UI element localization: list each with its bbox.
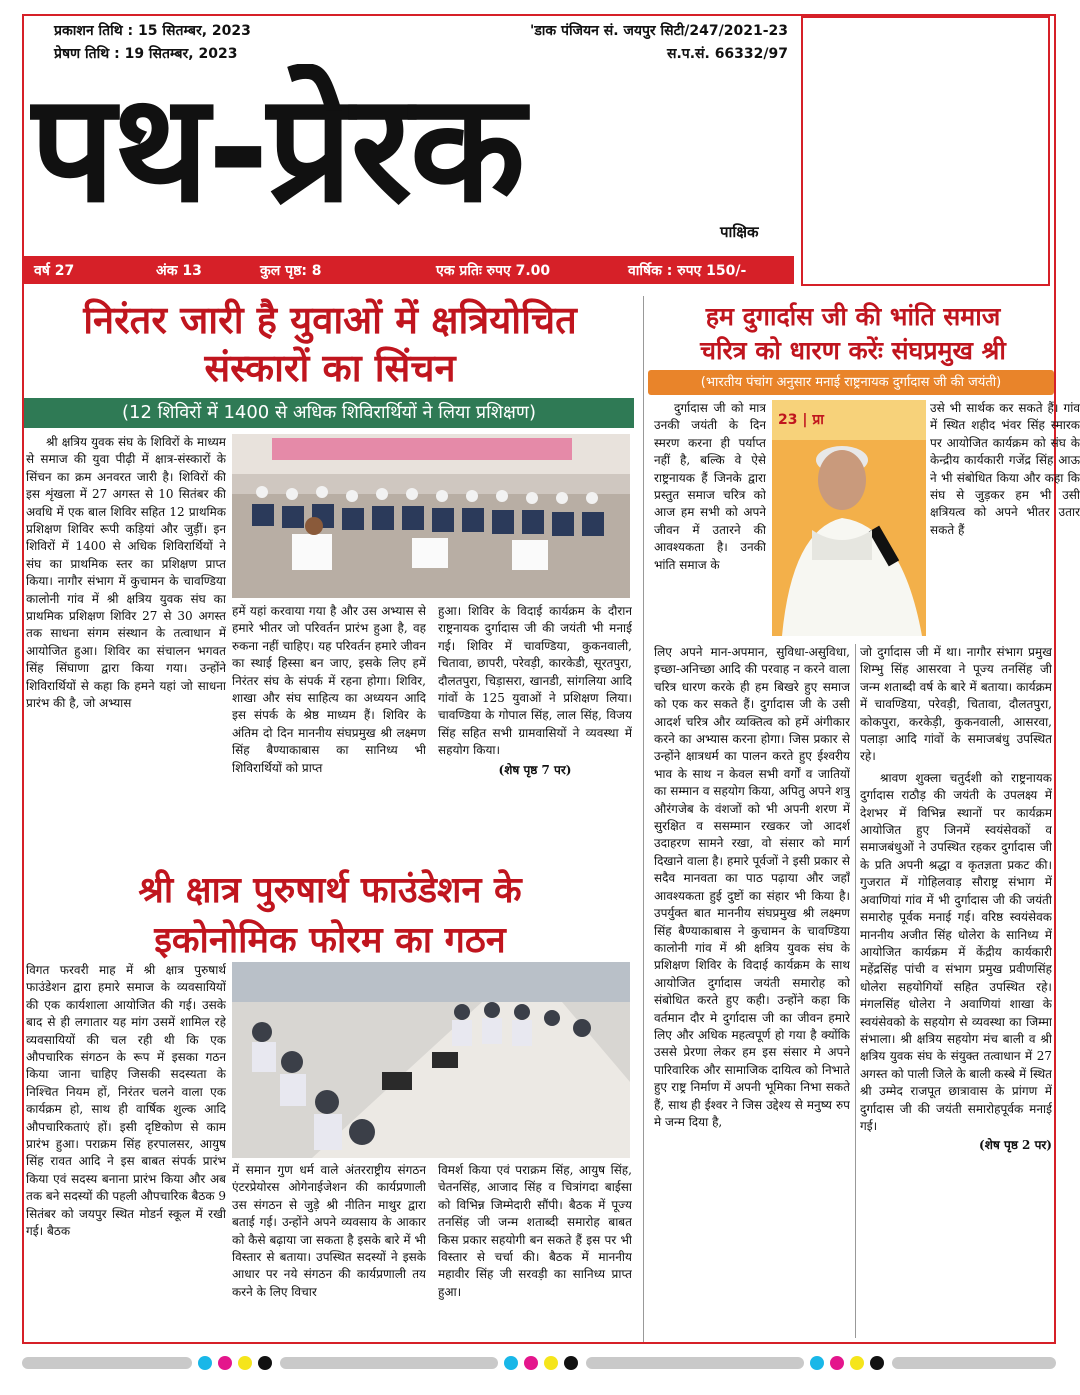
copy-price: एक प्रतिः रुपए 7.00 <box>436 263 551 279</box>
column-divider <box>855 644 856 1338</box>
year-label: वर्ष 27 <box>34 263 75 279</box>
footer-bar <box>280 1357 498 1369</box>
postal-registration: 'डाक पंजियन सं. जयपुर सिटी/247/2021-23 <box>530 23 788 39</box>
pages-label: कुल पृष्ठ: 8 <box>260 263 322 279</box>
sps-number: स.प.सं. 66332/97 <box>666 46 788 62</box>
registration-dot-magenta <box>218 1356 232 1370</box>
registration-dot-black <box>564 1356 578 1370</box>
article2-column-1: विगत फरवरी माह में श्री क्षात्र पुरुषार्थ फाउंडेशन द्वारा हमारे समाज के व्यवसायियों की एक कार्यशाला आयोजित की गई। उसके बाद से ही लगातार यह मांग उसमें शामिल रहे व्यवसायियों की चल रही थी कि एक औपचारिक संगठन के रूप में इसका गठन किया जाना चाहिए जिसकी सदस्यता के निश्चित नियम हों, निरंतर चलने वाला एक कार्यक्रम हो, साथ ही वार्षिक शुल्क आदि औपचारिकताएं हों। इसी दृष्टिकोण से काम प्रारंभ हुआ। पराक्रम सिंह हरपालसर, आयुष सिंह रावत आदि ने इस बाबत संपर्क प्रारंभ किया एवं सदस्य बनाना प्रारंभ किया और अब तक बने सदस्यों की पहली औपचारिक बैठक 9 सितंबर को जयपुर स्थित मोडर्न स्कूल में रखी गई। बैठक <box>26 963 226 1239</box>
registration-dot-black <box>870 1356 884 1370</box>
article3-continued: (शेष पृष्ठ 2 पर) <box>979 1138 1052 1153</box>
article1-deck: (12 शिविरों में 1400 से अधिक शिविरार्थियों ने लिया प्रशिक्षण) <box>24 398 634 428</box>
annual-price: वार्षिक : रुपए 150/- <box>628 263 747 279</box>
issue-info-bar <box>24 256 794 284</box>
frequency-label: पाक्षिक <box>720 223 759 241</box>
article1-column-1: श्री क्षत्रिय युवक संघ के शिविरों के माध्यम से समाज की युवा पीढ़ी में क्षात्र-संस्कारों के सिंचन का क्रम अनवरत जारी है। शिविरों की इस शृंखला में 27 अगस्त से 10 सितंबर की अवधि में एक बाल शिविर सहित 12 प्राथमिक प्रशिक्षण शिविर रूपी कड़ियां और जुड़ीं। इन शिविरों में 1400 से अधिक शिविरार्थियों ने संघ का प्राथमिक स्तर का प्रशिक्षण प्राप्त किया। नागौर संभाग में कुचामन के चावण्डिया कालोनी गांव में श्री क्षत्रिय युवक संघ का प्राथमिक प्रशिक्षण शिविर 27 से 30 अगस्त तक साधना संगम संस्थान के तत्वाधान में आयोजित हुआ। शिविर का संचालन भगवत सिंह सिंघाणा द्वारा किया गया। उन्होंने शिविरार्थियों से कहा कि हमने यहां जो साधना प्रारंभ की है, जो अभ्यास <box>26 435 226 711</box>
registration-dot-cyan <box>810 1356 824 1370</box>
camp-photo <box>232 434 630 598</box>
registration-dot-yellow <box>238 1356 252 1370</box>
registration-dot-yellow <box>544 1356 558 1370</box>
footer-bar <box>586 1357 804 1369</box>
registration-dot-cyan <box>504 1356 518 1370</box>
footer-bar <box>22 1357 192 1369</box>
article2-headline: श्री क्षात्र पुरुषार्थ फाउंडेशन के इकोनोमिक फोरम का गठन <box>138 870 522 961</box>
issue-label: अंक 13 <box>156 263 202 279</box>
registration-dot-cyan <box>198 1356 212 1370</box>
column-divider <box>643 296 644 1342</box>
article3-column-2-top: उसे भी सार्थक कर सकते हैं। गांव में स्थित शहीद भंवर सिंह स्मारक पर आयोजित कार्यक्रम को संघ के केन्द्रीय कार्यकारी गजेंद्र सिंह आऊ ने भी संबोधित किया और कहा कि संघ से जुड़कर हम भी उसी क्षत्रियत्व को अपने भीतर उतार सकते हैं <box>930 401 1080 537</box>
article1-continued: (शेष पृष्ठ 7 पर) <box>498 762 572 777</box>
article3-column-1-top: दुर्गादास जी को मात्र उनकी जयंती के दिन स्मरण करना ही पर्याप्त नहीं है, बल्कि वे ऐसे राष्ट्रनायक हैं जिनके द्वारा प्रस्तुत समाज चरित्र को आज हम सभी को अपने जीवन में उतारने की आवश्यकता है। उनकी भांति समाज के <box>654 401 766 572</box>
publish-date: प्रकाशन तिथि : 15 सितम्बर, 2023 <box>54 23 251 39</box>
article1-column-2: हमें यहां करवाया गया है और उस अभ्यास से हमारे भीतर जो परिवर्तन प्रारंभ हुआ है, वह रुकना नहीं चाहिए। यह परिवर्तन हमारे जीवन का स्थाई हिस्सा बन जाए, इसके लिए हमें निरंतर संघ के संपर्क में रहना होगा। शिविर, शाखा और संघ साहित्य का अध्ययन आदि इस संपर्क के श्रेष्ठ माध्यम हैं। शिविर के अंतिम दो दिन माननीय संघप्रमुख श्री लक्ष्मण सिंह बैण्याकाबास का सानिध्य भी शिविरार्थियों को प्राप्त <box>232 604 426 775</box>
article3-column-2: जो दुर्गादास जी में था। नागौर संभाग प्रमुख शिम्भु सिंह आसरवा ने पूज्य तनसिंह जी जन्म शताब्दी वर्ष के बारे में बताया। कार्यक्रम में चावण्डिया, परेवड़ी, चितावा, दौलतपुरा, कोकपुरा, करकेड़ी, कुकनवाली, आसरवा, पलाड़ा आदि गांवों के समाजबंधु उपस्थित रहे। श्रावण शुक्ला चतुर्दशी को राष्ट्रनायक दुर्गादास राठौड़ की जयंती के उपलक्ष्य में देशभर में विभिन्न स्थानों पर कार्यक्रम आयोजित हुए जिनमें स्वयंसेवकों व समाजबंधुओं ने उपस्थित रहकर दुर्गादास जी के प्रति अपनी श्रद्धा व कृतज्ञता प्रकट की। गुजरात में गोहिलवाड़ सौराष्ट्र संभाग में अवाणियां गांव में भी दुर्गादास जी की जयंती समारोह पूर्वक मनाई गई। वरिष्ठ स्वयंसेवक माननीय अजीत सिंह धोलेरा के सानिध्य में आयोजित कार्यक्रम में केंद्रीय कार्यकारी महेंद्रसिंह पांची व संभाग प्रमुख प्रवीणसिंह धोलेरा सहयोगियों सहित उपस्थित रहे। मंगलसिंह धोलेरा ने अवाणियां शाखा के स्वयंसेवको के सहयोग से व्यवस्था का जिम्मा संभाला। श्री क्षत्रिय सहयोग मंच बाली व श्री क्षत्रिय युवक संघ के संयुक्त तत्वाधान में 27 अगस्त को पाली जिले के बाली कस्बे में स्थित श्री उम्मेद राजपूत छात्रावास के प्रांगण में दुर्गादास जी की जयंती समारोहपूर्वक मनाई गई। (शेष पृष्ठ 2 पर) <box>860 644 1052 1338</box>
registration-dot-yellow <box>850 1356 864 1370</box>
masthead-registration <box>470 20 788 66</box>
newspaper-title: पथ-प्रेरक <box>30 64 524 236</box>
article1-headline: निरंतर जारी है युवाओं में क्षत्रियोचित संस्कारों का सिंचन <box>83 298 577 390</box>
article2-column-2: में समान गुण धर्म वाले अंतरराष्ट्रीय संगठन एंटरप्रेयोरस ओगेनाईजेशन की कार्यप्रणाली उस संगठन से जुड़े श्री नीतिन माथुर द्वारा बताई गई। उन्होंने अपने व्यवसाय के आकार को कैसे बढ़ाया जा सकता है इसके बारे में भी विस्तार से बताया। उपस्थित सदस्यों ने इसके आधार पर नये संगठन की कार्यप्रणाली तय करने के लिए विचार <box>232 1163 426 1299</box>
address-box <box>801 16 1050 286</box>
article3-column-1: लिए अपने मान-अपमान, सुविधा-असुविधा, इच्छा-अनिच्छा आदि की परवाह न करने वाला चरित्र धारण करके ही हम बिखरे हुए समाज को एक कर सकते हैं। दुर्गादास जी के उसी आदर्श चरित्र और व्यक्तित्व को हमें अंगीकार करने का अभ्यास करना होगा। जिस प्रकार से उन्होंने क्षात्रधर्म का पालन करते हुए ईश्वरीय भाव के साथ न केवल सभी वर्गों व जातियों का सम्मान व सहयोग किया, अपितु अपने शत्रु औरंगजेब के वंशजों को भी अपनी शरण में सुरक्षित व ससम्मान रखकर जो आदर्श उदाहरण सामने रखा, वो संसार को मार्ग दिखाने वाला है। हमारे पूर्वजों ने इसी प्रकार से सदैव मानवता का पाठ पढ़ाया और जहाँ आवश्यकता हुई दुष्टों का संहार भी किया है। उपर्युक्त बात माननीय संघप्रमुख श्री लक्ष्मण सिंह बैण्याकाबास ने कुचामन के चावण्डिया कालोनी गांव में श्री क्षत्रिय युवक संघ के प्रशिक्षण शिविर के विदाई कार्यक्रम के साथ आयोजित दुर्गादास जयंती समारोह को संबोधित करते हुए कही। उन्होंने कहा कि वर्तमान दौर मे दुर्गादास जी का जीवन हमारे लिए और अधिक महत्वपूर्ण हो गया है क्योंकि उससे प्रेरणा लेकर हम इस संसार मे अपने पारिवारिक और सामाजिक दायित्व को निभाते हुए राष्ट्र निर्माण में अपनी भूमिका निभा सकते हैं, साथ ही ईश्वर ने जिस उद्देश्य से मनुष्य रुप मे जन्म दिया है, <box>654 645 850 1129</box>
registration-dot-magenta <box>524 1356 538 1370</box>
article1-column-3: हुआ। शिविर के विदाई कार्यक्रम के दौरान राष्ट्रनायक दुर्गादास जी की जयंती भी मनाई गई। शिविर में चावण्डिया, कुकनवाली, चितावा, छापरी, परेवड़ी, कारकेडी, सूरतपुरा, दौलतपुरा, चिड़ासरा, खानडी, सांगलिया आदि गांवों के 125 युवाओं ने प्रशिक्षण लिया। चावण्डिया के गोपाल सिंह, लाल सिंह, विजय सिंह सहित सभी ग्रामवासियों ने व्यवस्था में सहयोग किया। (शेष पृष्ठ 7 पर) <box>438 603 632 853</box>
registration-dot-magenta <box>830 1356 844 1370</box>
article2-column-3: विमर्श किया एवं पराक्रम सिंह, आयुष सिंह, चेतनसिंह, आजाद सिंह व चित्रांगदा बाईसा को विभिन्न जिम्मेदारी सौंपी। बैठक में पूज्य तनसिंह जी जन्म शताब्दी समारोह बाबत किस प्रकार सहयोगी बन सकते हैं इस पर भी विस्तार से चर्चा की। बैठक में माननीय महावीर सिंह जी सरवड़ी का सानिध्य प्राप्त हुआ। <box>438 1163 632 1299</box>
sanghpramukh-photo <box>772 400 926 636</box>
footer-bar <box>892 1357 1056 1369</box>
banner-text: 23 | प्रा <box>778 412 824 428</box>
article3-deck: (भारतीय पंचांग अनुसार मनाई राष्ट्रनायक दुर्गादास जी की जयंती) <box>648 370 1054 395</box>
article3-headline: हम दुगार्दास जी की भांति समाज चरित्र को धारण करेंः संघप्रमुख श्री <box>700 302 1006 365</box>
dispatch-date: प्रेषण तिथि : 19 सितम्बर, 2023 <box>54 46 238 62</box>
masthead-dates <box>54 20 251 66</box>
registration-dot-black <box>258 1356 272 1370</box>
forum-meeting-photo <box>232 962 630 1158</box>
